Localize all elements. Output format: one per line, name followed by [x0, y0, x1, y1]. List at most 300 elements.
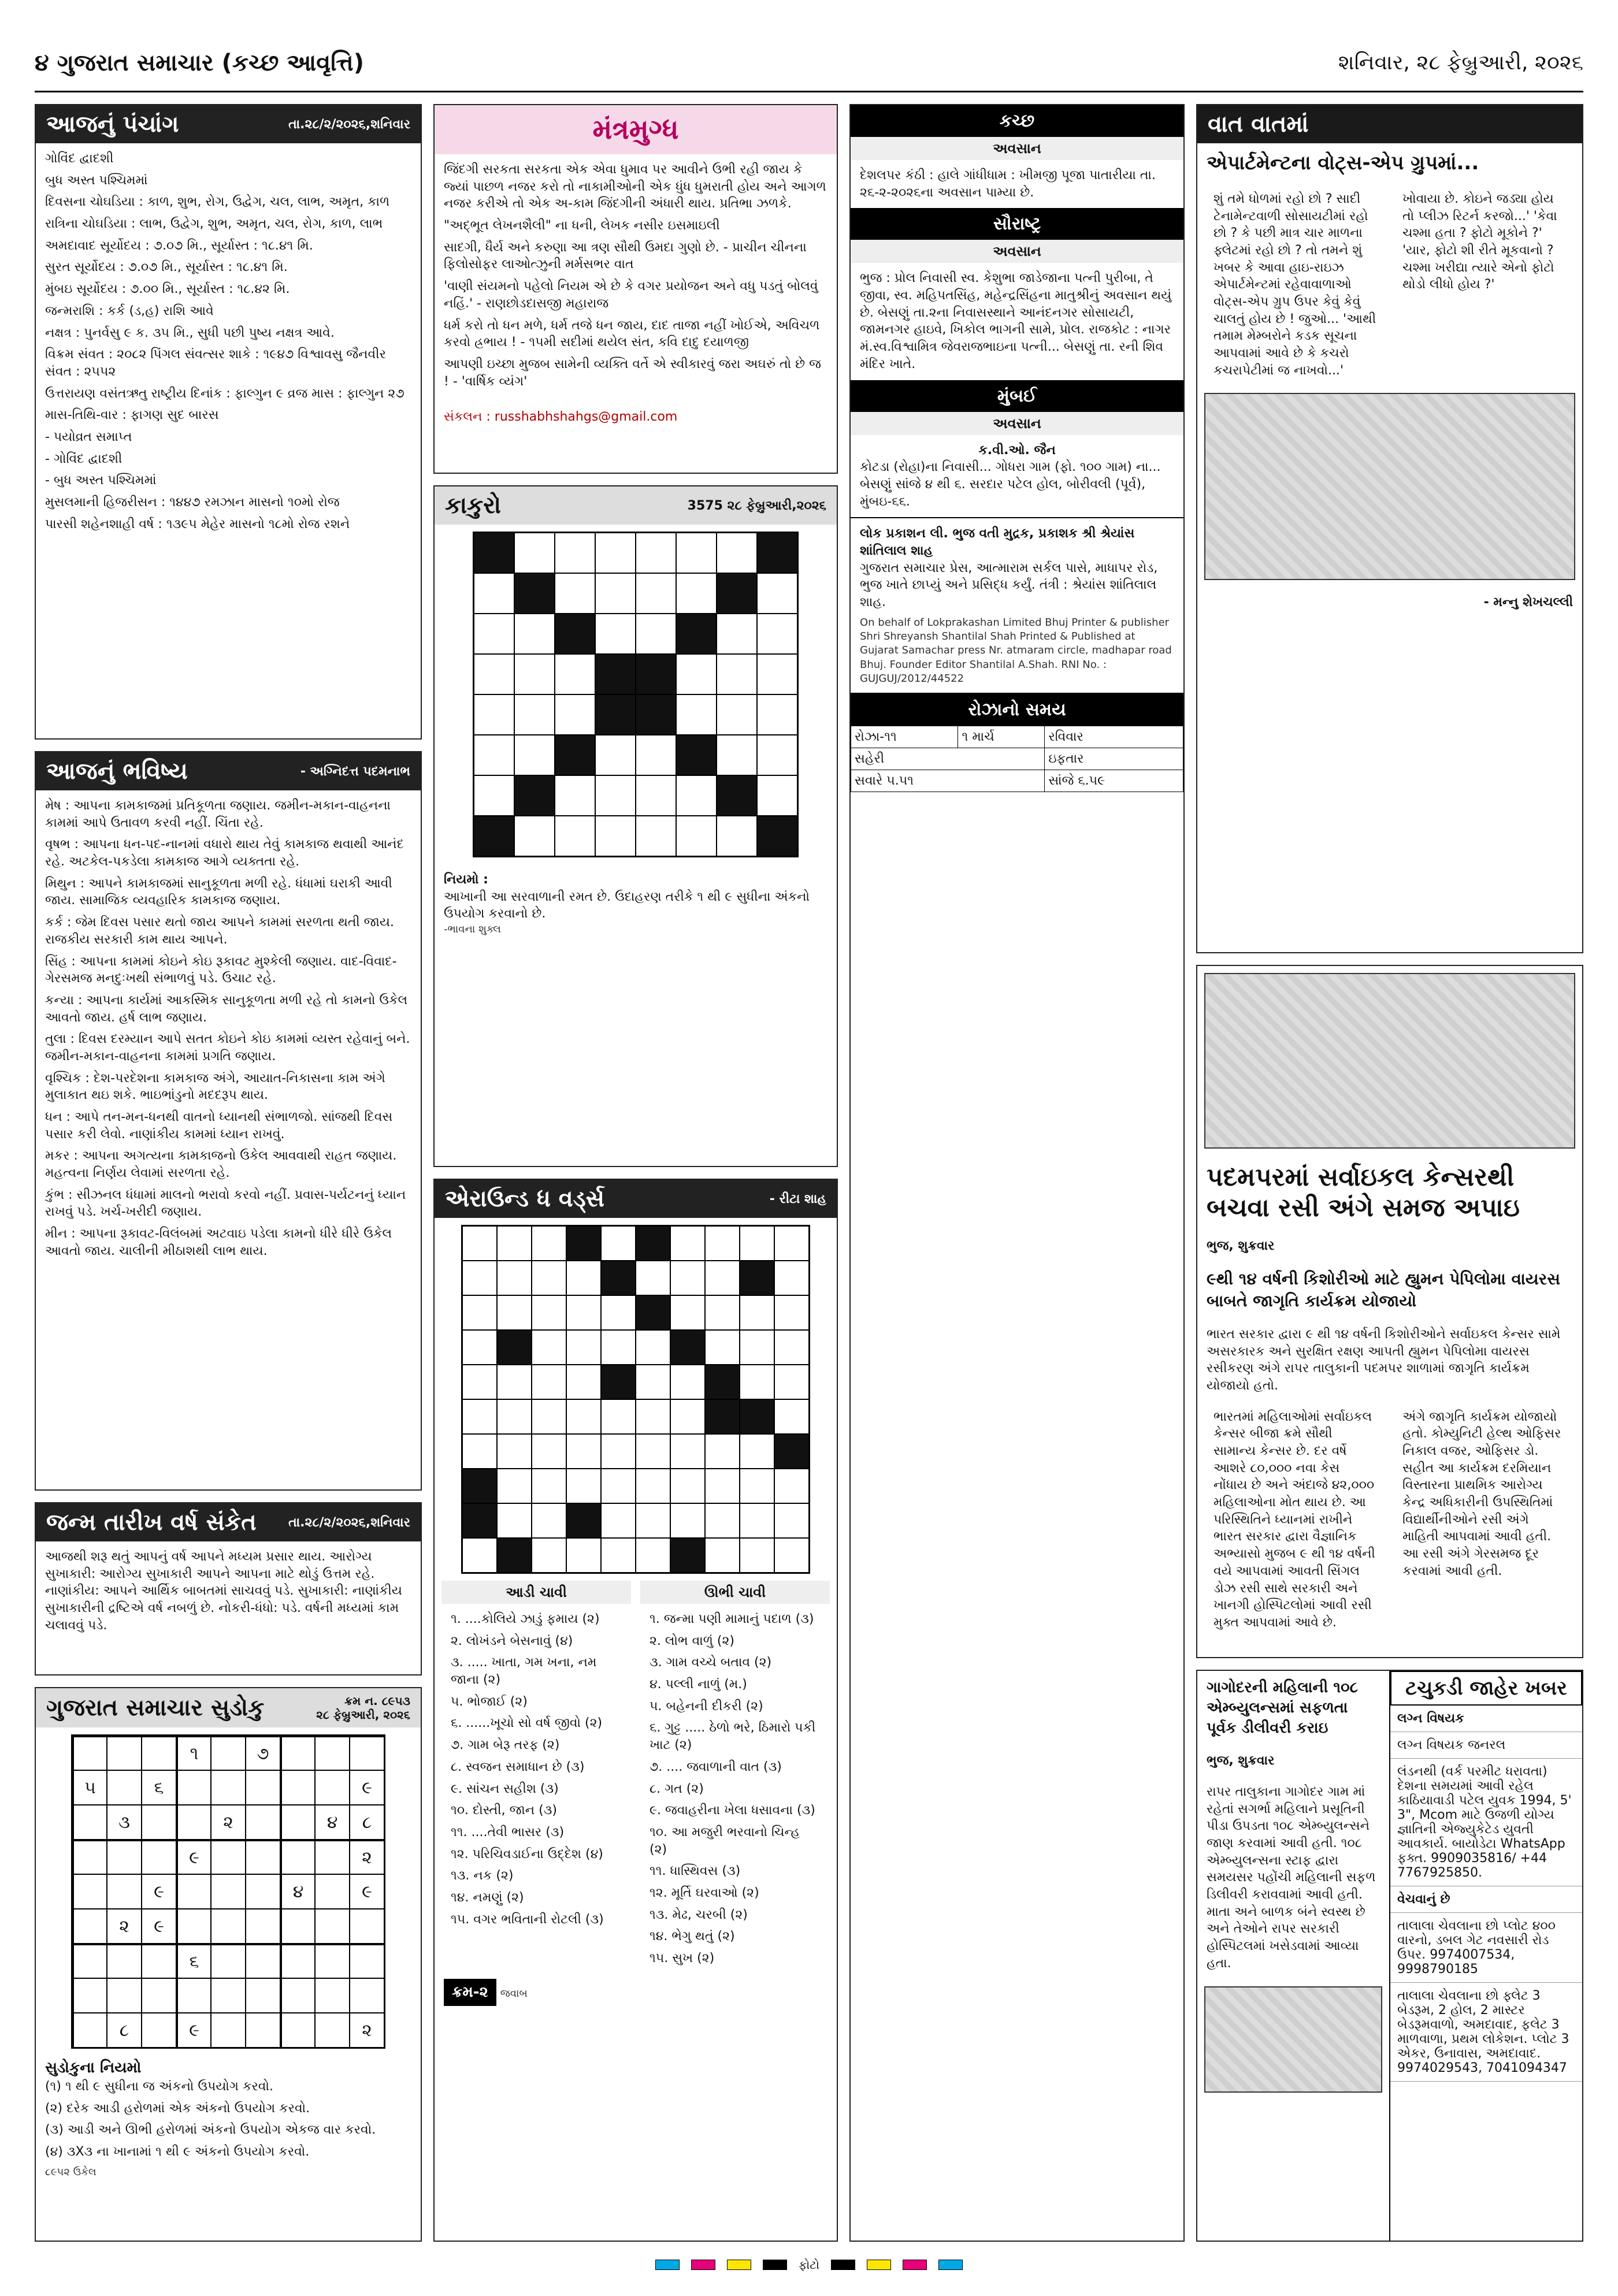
crossword-cell[interactable] — [636, 1365, 670, 1399]
down-clue: ૧૩. મેઢ, ચરબી (૨) — [650, 1907, 748, 1922]
down-title: ઊભી ચાવી — [640, 1581, 830, 1604]
crossword-cell[interactable] — [670, 1538, 705, 1573]
bhavishya-item: કર્ક : જેમ દિવસ પસાર થતો જાય આપને કામમાં સરળતા થતી જાય. રાજકીય સરકારી કામ થાય આપને. — [45, 915, 394, 947]
crossword-cell[interactable] — [636, 1261, 670, 1295]
crossword-cell[interactable] — [462, 1503, 497, 1538]
kakuro-cell[interactable] — [676, 775, 717, 816]
kakuro-cell[interactable] — [757, 694, 797, 735]
sudoku-cell[interactable] — [315, 1909, 350, 1944]
crossword-cell[interactable] — [774, 1538, 809, 1573]
crossword-cell[interactable] — [636, 1503, 670, 1538]
sudoku-cell[interactable]: ૨ — [350, 2013, 384, 2048]
crossword-cell[interactable] — [566, 1261, 601, 1295]
sudoku-cell[interactable] — [350, 1944, 384, 1978]
across-clue: ૧. ....કોલિયે ઝાડું ફમાય (૨) — [451, 1612, 600, 1626]
sudoku-cell[interactable]: ૯ — [350, 1770, 384, 1805]
crossword-cell[interactable] — [705, 1330, 740, 1365]
magenta-swatch — [691, 2260, 715, 2270]
sudoku-cell[interactable] — [142, 2013, 176, 2048]
sudoku-cell[interactable]: ૫ — [72, 1770, 107, 1805]
kakuro-cell[interactable] — [555, 694, 595, 735]
sudoku-cell[interactable] — [176, 1978, 211, 2013]
kakuro-cell[interactable] — [717, 573, 757, 614]
kakuro-cell[interactable] — [514, 816, 555, 856]
crossword-cell[interactable] — [532, 1330, 566, 1365]
kakuro-cell[interactable] — [717, 735, 757, 775]
crossword-cell[interactable] — [636, 1226, 670, 1261]
crossword-cell[interactable] — [774, 1295, 809, 1330]
crossword-cell[interactable] — [566, 1434, 601, 1469]
down-list — [640, 1604, 830, 1979]
across-clue: ૨. લોખંડને બેસનાવું (૪) — [451, 1633, 573, 1648]
sudoku-cell[interactable]: ૪ — [315, 1805, 350, 1840]
sudoku-cell[interactable] — [246, 1909, 280, 1944]
sudoku-cell[interactable] — [280, 1736, 315, 1770]
crossword-cell[interactable] — [532, 1469, 566, 1503]
crossword-cell[interactable] — [774, 1226, 809, 1261]
sudoku-cell[interactable] — [107, 1944, 142, 1978]
across-clue: ૮. સ્વજન સમાધાન છે (૩) — [451, 1759, 585, 1774]
sudoku-cell[interactable] — [107, 1840, 142, 1874]
crossword-cell[interactable] — [705, 1503, 740, 1538]
sudoku-cell[interactable] — [280, 1978, 315, 2013]
sudoku-cell[interactable]: ૨ — [211, 1805, 246, 1840]
crossword-cell[interactable] — [601, 1503, 636, 1538]
crossword-cell[interactable] — [532, 1365, 566, 1399]
kakuro-cell[interactable] — [757, 735, 797, 775]
sudoku-cell[interactable] — [72, 1909, 107, 1944]
crossword-cell[interactable] — [740, 1226, 774, 1261]
sudoku-cell[interactable]: ૮ — [350, 1805, 384, 1840]
crossword-cell[interactable] — [532, 1261, 566, 1295]
sudoku-cell[interactable]: ૪ — [280, 1874, 315, 1909]
kakuro-cell[interactable] — [676, 614, 717, 654]
sudoku-cell[interactable]: ૯ — [176, 1840, 211, 1874]
kakuro-cell[interactable] — [595, 533, 636, 573]
crossword-cell[interactable] — [601, 1226, 636, 1261]
down-clue: ૧૫. સુખ (૨) — [650, 1951, 715, 1966]
sudoku-cell[interactable]: ૩ — [107, 1805, 142, 1840]
article-body-left: ભારતમાં મહિલાઓમાં સર્વાઇકલ કેન્સર બીજા ક્રમે સૌથી સામાન્ય કેન્સર છે. દર વર્ષે આશરે ૮૦,૦૦૦ નવા કેસ નોંધાય છે અને અંદાજે ૪૨,૦૦૦ મહિલાઓના મોત થાય છે. આ પરિસ્થિતિને ધ્યાનમાં રાખીને ભારત સરકાર દ્વારા વૈજ્ઞાનિક અભ્યાસો મુજબ ૯ થી ૧૪ વર્ષની વયે આપવામાં આવતી સિંગલ ડોઝ રસી સાથે સરકારી અને ખાનગી હોસ્પિટલોમાં આવી રસી મુક્ત આપવામાં આવે છે. — [1214, 1409, 1375, 1630]
sudoku-cell[interactable] — [107, 1736, 142, 1770]
sudoku-grid — [71, 1734, 385, 2049]
crossword-cell[interactable] — [705, 1469, 740, 1503]
crossword-cell[interactable] — [497, 1295, 532, 1330]
sudoku-cell[interactable] — [72, 2013, 107, 2048]
kakuro-cell[interactable] — [514, 775, 555, 816]
sudoku-cell[interactable] — [315, 1840, 350, 1874]
crossword-cell[interactable] — [497, 1434, 532, 1469]
sudoku-cell[interactable] — [142, 1736, 176, 1770]
crossword-cell[interactable] — [740, 1295, 774, 1330]
sudoku-cell[interactable]: ૬ — [142, 1770, 176, 1805]
sudoku-cell[interactable]: ૯ — [142, 1909, 176, 1944]
crossword-cell[interactable] — [566, 1538, 601, 1573]
crossword-cell[interactable] — [774, 1434, 809, 1469]
kakuro-cell[interactable] — [757, 775, 797, 816]
kakuro-cell[interactable] — [514, 735, 555, 775]
ads-section1: લગ્ન વિષયક — [1390, 1706, 1582, 1732]
crossword-cell[interactable] — [497, 1503, 532, 1538]
crossword-cell[interactable] — [532, 1226, 566, 1261]
panchang-line: પારસી શહેનશાહી વર્ષ : ૧૩૯૫ મેહેર માસનો ૧૮મો રોજ રશને — [45, 517, 350, 532]
sudoku-cell[interactable] — [72, 1944, 107, 1978]
kakuro-cell[interactable] — [514, 614, 555, 654]
roza-sehri-label: સહેરી — [851, 748, 1045, 770]
crossword-cell[interactable] — [462, 1538, 497, 1573]
sudoku-cell[interactable] — [72, 1736, 107, 1770]
birthday-titlebar — [36, 1503, 421, 1541]
crossword-cell[interactable] — [636, 1399, 670, 1434]
sudoku-cell[interactable] — [142, 1944, 176, 1978]
crossword-cell[interactable] — [740, 1503, 774, 1538]
crossword-cell[interactable] — [636, 1434, 670, 1469]
crossword-cell[interactable] — [670, 1330, 705, 1365]
crossword-cell[interactable] — [740, 1365, 774, 1399]
crossword-cell[interactable] — [497, 1330, 532, 1365]
kakuro-cell[interactable] — [514, 533, 555, 573]
crossword-cell[interactable] — [566, 1330, 601, 1365]
color-registration-strip — [35, 2253, 1583, 2276]
sudoku-cell[interactable] — [107, 1978, 142, 2013]
crossword-cell[interactable] — [705, 1365, 740, 1399]
sudoku-cell[interactable] — [246, 2013, 280, 2048]
crossword-cell[interactable] — [566, 1295, 601, 1330]
sudoku-cell[interactable] — [246, 1805, 280, 1840]
kakuro-cell[interactable] — [555, 735, 595, 775]
sudoku-cell[interactable]: ૯ — [176, 2013, 211, 2048]
crossword-cell[interactable] — [670, 1226, 705, 1261]
crossword-cell[interactable] — [601, 1469, 636, 1503]
sudoku-cell[interactable] — [72, 1874, 107, 1909]
crossword-cell[interactable] — [497, 1469, 532, 1503]
sudoku-cell[interactable] — [280, 1840, 315, 1874]
kakuro-cell[interactable] — [555, 533, 595, 573]
sudoku-cell[interactable] — [315, 1736, 350, 1770]
crossword-cell[interactable] — [636, 1330, 670, 1365]
article-box — [1196, 965, 1583, 1658]
crossword-titlebar — [435, 1180, 837, 1218]
kakuro-cell[interactable] — [595, 816, 636, 856]
crossword-cell[interactable] — [705, 1538, 740, 1573]
kakuro-cell[interactable] — [717, 694, 757, 735]
crossword-cell[interactable] — [566, 1399, 601, 1434]
kakuro-cell[interactable] — [717, 654, 757, 694]
crossword-cell[interactable] — [497, 1538, 532, 1573]
kakuro-cell[interactable] — [595, 735, 636, 775]
sudoku-number: ૮૯૫૩ — [381, 1694, 410, 1708]
panchang-line: - બુધ અસ્ત પશ્ચિમમાં — [45, 473, 157, 488]
crossword-cell[interactable] — [532, 1295, 566, 1330]
sudoku-cell[interactable] — [142, 1805, 176, 1840]
sudoku-cell[interactable] — [315, 2013, 350, 2048]
sudoku-cell[interactable] — [142, 1840, 176, 1874]
kakuro-cell[interactable] — [474, 735, 514, 775]
crossword-cell[interactable] — [740, 1538, 774, 1573]
sudoku-cell[interactable] — [246, 1770, 280, 1805]
sudoku-cell[interactable] — [211, 1978, 246, 2013]
crossword-cell[interactable] — [636, 1295, 670, 1330]
sudoku-cell[interactable] — [211, 2013, 246, 2048]
sudoku-cell[interactable]: ૭ — [246, 1736, 280, 1770]
bhavishya-item: કુંભ : સીઝનલ ધંધામાં માલનો ભરાવો કરવો નહીં. પ્રવાસ-પર્યટનનું ધ્યાન રાખવું પડે. ખર્ચ-ખરીદી જણાય. — [45, 1187, 406, 1220]
bhavishya-item: ધન : આપે તન-મન-ધનથી વાતનો ધ્યાનથી સંભાળજો. સાંજથી દિવસ પસાર કરી લેવો. નાણાંકીય કામમાં ધ્યાન રાખવું. — [45, 1110, 393, 1142]
kakuro-titlebar — [435, 486, 837, 525]
kakuro-cell[interactable] — [474, 654, 514, 694]
kakuro-cell[interactable] — [636, 775, 676, 816]
sudoku-cell[interactable] — [211, 1909, 246, 1944]
crossword-cell[interactable] — [670, 1469, 705, 1503]
crossword-cell[interactable] — [774, 1399, 809, 1434]
sudoku-cell[interactable] — [72, 1805, 107, 1840]
sudoku-rule: (૪) ૩X૩ ના ખાનામાં ૧ થી ૯ અંકનો ઉપયોગ કરવો. — [45, 2145, 310, 2160]
crossword-cell[interactable] — [740, 1330, 774, 1365]
kakuro-cell[interactable] — [474, 614, 514, 654]
sudoku-cell[interactable]: ૨ — [350, 1840, 384, 1874]
crossword-cell[interactable] — [774, 1503, 809, 1538]
crossword-cell[interactable] — [462, 1261, 497, 1295]
crossword-cell[interactable] — [462, 1365, 497, 1399]
kakuro-cell[interactable] — [636, 533, 676, 573]
sudoku-cell[interactable] — [107, 1874, 142, 1909]
kakuro-cell[interactable] — [474, 533, 514, 573]
kakuro-cell[interactable] — [555, 573, 595, 614]
kakuro-cell[interactable] — [717, 816, 757, 856]
crossword-cell[interactable] — [532, 1538, 566, 1573]
crossword-cell[interactable] — [774, 1330, 809, 1365]
crossword-cell[interactable] — [532, 1434, 566, 1469]
crossword-cell[interactable] — [601, 1538, 636, 1573]
kakuro-cell[interactable] — [514, 694, 555, 735]
kakuro-cell[interactable] — [514, 654, 555, 694]
crossword-cell[interactable] — [462, 1399, 497, 1434]
ads-section1-sub: લગ્ન વિષયક જનરલ — [1390, 1732, 1582, 1759]
crossword-cell[interactable] — [705, 1399, 740, 1434]
crossword-cell[interactable] — [497, 1226, 532, 1261]
crossword-cell[interactable] — [636, 1538, 670, 1573]
crossword-cell[interactable] — [670, 1503, 705, 1538]
crossword-cell[interactable] — [774, 1365, 809, 1399]
crossword-cell[interactable] — [532, 1503, 566, 1538]
bhavishya-item: સિંહ : આપના કામમાં કોઇને કોઇ રૂકાવટ મુશ્કેલી જણાય. વાદ-વિવાદ-ગેરસમજ મનદુઃખથી સંભાળવું પડે. ઉચાટ રહે. — [45, 954, 397, 986]
sudoku-cell[interactable]: ૯ — [350, 1874, 384, 1909]
sudoku-cell[interactable] — [246, 1944, 280, 1978]
panchang-lines — [36, 143, 421, 544]
crossword-cell[interactable] — [705, 1295, 740, 1330]
kakuro-cell[interactable] — [555, 775, 595, 816]
crossword-cell[interactable] — [636, 1469, 670, 1503]
kakuro-cell[interactable] — [636, 694, 676, 735]
kakuro-cell[interactable] — [717, 614, 757, 654]
crossword-cell[interactable] — [532, 1399, 566, 1434]
sudoku-cell[interactable] — [350, 1978, 384, 2013]
panchang-line: ઉત્તરાયણ વસંતઋતુ રાષ્ટ્રીય દિનાંક : ફાલ્ગુન ૯ વ્રજ માસ : ફાલ્ગુન ૨૭ — [45, 386, 404, 401]
sudoku-cell[interactable] — [315, 1978, 350, 2013]
kakuro-cell[interactable] — [636, 735, 676, 775]
sudoku-cell[interactable] — [246, 1874, 280, 1909]
crossword-cell[interactable] — [601, 1295, 636, 1330]
mantra-box — [433, 104, 838, 474]
kakuro-cell[interactable] — [676, 573, 717, 614]
kakuro-cell[interactable] — [595, 614, 636, 654]
kakuro-cell[interactable] — [757, 533, 797, 573]
kakuro-number: 3575 — [687, 498, 723, 513]
sudoku-cell[interactable] — [176, 1909, 211, 1944]
crossword-cell[interactable] — [566, 1365, 601, 1399]
crossword-cell[interactable] — [566, 1226, 601, 1261]
crossword-cell[interactable] — [705, 1261, 740, 1295]
sudoku-cell[interactable] — [315, 1944, 350, 1978]
sudoku-cell[interactable]: ૨ — [107, 1909, 142, 1944]
sudoku-cell[interactable] — [211, 1770, 246, 1805]
kakuro-cell[interactable] — [636, 614, 676, 654]
crossword-cell[interactable] — [670, 1295, 705, 1330]
kakuro-cell[interactable] — [555, 816, 595, 856]
crossword-cell[interactable] — [601, 1261, 636, 1295]
mantra-item: જિંદગી સરકતા સરકતા એક એવા ધુમાવ પર આવીને ઉભી રહી જાય કે જ્યાં પાછળ નજર કરો તો નાકામીઓની એક ધુંધ ધુમરાતી હોય અને આગળ નજર કરીએ તો એક અ-કામ જિંદગીની અંધારી થાય. પ્રતિભા ઝળકે. — [444, 162, 826, 211]
sudoku-cell[interactable]: ૧ — [176, 1736, 211, 1770]
kakuro-cell[interactable] — [757, 816, 797, 856]
kakuro-cell[interactable] — [595, 694, 636, 735]
kakuro-cell[interactable] — [595, 775, 636, 816]
sudoku-cell[interactable] — [246, 1840, 280, 1874]
birthday-date: તા.૨૮/૨/૨૦૨૬,શનિવાર — [288, 1515, 410, 1530]
across-title: આડી ચાવી — [441, 1581, 631, 1604]
crossword-cell[interactable] — [740, 1399, 774, 1434]
kakuro-cell[interactable] — [676, 735, 717, 775]
crossword-cell[interactable] — [497, 1365, 532, 1399]
sudoku-cell[interactable] — [280, 1909, 315, 1944]
crossword-cell[interactable] — [740, 1469, 774, 1503]
sudoku-cell[interactable] — [211, 1840, 246, 1874]
sudoku-cell[interactable] — [280, 1805, 315, 1840]
kakuro-cell[interactable] — [676, 654, 717, 694]
sudoku-cell[interactable] — [211, 1874, 246, 1909]
crossword-cell[interactable] — [705, 1226, 740, 1261]
sudoku-cell[interactable] — [211, 1736, 246, 1770]
sudoku-cell[interactable] — [176, 1874, 211, 1909]
crossword-cell[interactable] — [462, 1295, 497, 1330]
sudoku-cell[interactable] — [350, 1909, 384, 1944]
mantra-item: 'વાણી સંયમનો પહેલો નિયમ એ છે કે વગર પ્રયોજન અને વધુ પડતું બોલવું નહિં.' - રાણછોડદાસજી મહારાજ — [444, 279, 818, 311]
sudoku-cell[interactable]: ૮ — [107, 2013, 142, 2048]
kakuro-cell[interactable] — [514, 573, 555, 614]
crossword-cell[interactable] — [670, 1261, 705, 1295]
cyan-swatch — [655, 2260, 680, 2270]
crossword-cell[interactable] — [601, 1434, 636, 1469]
crossword-cell[interactable] — [462, 1469, 497, 1503]
crossword-cell[interactable] — [740, 1434, 774, 1469]
crossword-cell[interactable] — [462, 1226, 497, 1261]
crossword-cell[interactable] — [705, 1434, 740, 1469]
kakuro-cell[interactable] — [676, 694, 717, 735]
down-clue: ૧૧. ધાસ્થિવસ (૩) — [650, 1864, 741, 1879]
kakuro-cell[interactable] — [676, 816, 717, 856]
crossword-cell[interactable] — [497, 1399, 532, 1434]
roza-day: રોઝા-૧૧ — [851, 726, 958, 748]
kakuro-cell[interactable] — [474, 573, 514, 614]
crossword-cell[interactable] — [670, 1399, 705, 1434]
kakuro-cell[interactable] — [636, 573, 676, 614]
crossword-cell[interactable] — [566, 1503, 601, 1538]
kakuro-cell[interactable] — [676, 533, 717, 573]
ads-title: ટચુકડી જાહેર ખબર — [1390, 1671, 1582, 1706]
sudoku-rule: (૩) આડી અને ઊભી હરોળમાં અંકનો ઉપયોગ એકજ વાર કરવો. — [45, 2123, 376, 2138]
crossword-cell[interactable] — [740, 1261, 774, 1295]
sudoku-cell[interactable] — [176, 1770, 211, 1805]
sudoku-cell[interactable] — [142, 1978, 176, 2013]
sudoku-cell[interactable] — [246, 1978, 280, 2013]
kakuro-cell[interactable] — [717, 533, 757, 573]
kutch-sub: અવસાન — [851, 137, 1183, 160]
crossword-title: એરાઉન્ડ ધ વર્ડ્સ — [445, 1186, 605, 1212]
crossword-cell[interactable] — [601, 1330, 636, 1365]
sudoku-cell[interactable] — [72, 1978, 107, 2013]
roza-iftar-time: સાંજે ૬.૫૯ — [1045, 770, 1183, 792]
crossword-cell[interactable] — [774, 1469, 809, 1503]
sudoku-cell[interactable] — [315, 1874, 350, 1909]
sudoku-cell[interactable] — [107, 1770, 142, 1805]
sudoku-cell[interactable] — [350, 1736, 384, 1770]
kakuro-cell[interactable] — [636, 816, 676, 856]
kakuro-cell[interactable] — [757, 573, 797, 614]
crossword-cell[interactable] — [462, 1330, 497, 1365]
crossword-cell[interactable] — [670, 1434, 705, 1469]
crossword-cell[interactable] — [670, 1365, 705, 1399]
sudoku-cell[interactable] — [176, 1805, 211, 1840]
bhavishya-item: વૃશ્ચિક : દેશ-પરદેશના કામકાજ અંગે, આયાત-નિકાસના કામ અંગે મુલાકાત થઇ શકે. ભાઇભાંડુનો મદદરૂપ થાય. — [45, 1071, 385, 1103]
kakuro-cell[interactable] — [636, 654, 676, 694]
mantra-item: ધર્મ કરો તો ધન મળે, ધર્મ તજે ધન જાય, દાદ તાજા નહીં ખોઈએ, અવિચળ કરવો હ્રભાય ! - ૧૫મી સદીમાં થયેલ સંત, કવિ દાદુ દયાળજી — [444, 318, 820, 350]
sudoku-cell[interactable] — [280, 1944, 315, 1978]
crossword-cell[interactable] — [462, 1434, 497, 1469]
sudoku-cell[interactable] — [72, 1840, 107, 1874]
roza-date: ૧ માર્ચ — [958, 726, 1045, 748]
crossword-cell[interactable] — [497, 1261, 532, 1295]
sudoku-cell[interactable]: ૯ — [142, 1874, 176, 1909]
roza-sehri-time: સવારે ૫.૫૧ — [851, 770, 1045, 792]
sudoku-cell[interactable] — [211, 1944, 246, 1978]
kakuro-cell[interactable] — [555, 654, 595, 694]
crossword-cell[interactable] — [601, 1399, 636, 1434]
kakuro-cell[interactable] — [474, 775, 514, 816]
across-list — [441, 1604, 631, 1940]
across-clue: ૧૩. નક (૨) — [451, 1868, 514, 1883]
across-clue: ૯. સાંચન સહીશ (૩) — [451, 1781, 559, 1796]
sudoku-cell[interactable] — [280, 1770, 315, 1805]
kakuro-cell[interactable] — [555, 614, 595, 654]
crossword-cell[interactable] — [601, 1365, 636, 1399]
mumbai-byline: ક.વી.ઓ. જૈન — [978, 443, 1056, 458]
kakuro-cell[interactable] — [595, 573, 636, 614]
crossword-cell[interactable] — [566, 1469, 601, 1503]
kakuro-cell[interactable] — [717, 775, 757, 816]
panchang-line: મુસલમાની હિજરીસન : ૧૪૪૭ રમઝાન માસનો ૧૦મો રોજ — [45, 495, 340, 510]
sudoku-cell[interactable]: ૬ — [176, 1944, 211, 1978]
across-clue: ૧૦. દોસ્તી, જાન (૩) — [451, 1803, 557, 1818]
crossword-cell[interactable] — [774, 1261, 809, 1295]
sudoku-date: ૨૮ ફેબ્રુઆરી, ૨૦૨૬ — [316, 1708, 410, 1722]
across-clue: ૭. ગામ બેરૂ તરફ (૨) — [451, 1738, 560, 1753]
sudoku-cell[interactable] — [315, 1770, 350, 1805]
sudoku-cell[interactable] — [280, 2013, 315, 2048]
kakuro-cell[interactable] — [474, 694, 514, 735]
ads-section2: વેચવાનું છે — [1390, 1886, 1582, 1913]
kakuro-cell[interactable] — [474, 816, 514, 856]
kakuro-cell[interactable] — [595, 654, 636, 694]
kakuro-cell[interactable] — [757, 654, 797, 694]
kakuro-cell[interactable] — [757, 614, 797, 654]
